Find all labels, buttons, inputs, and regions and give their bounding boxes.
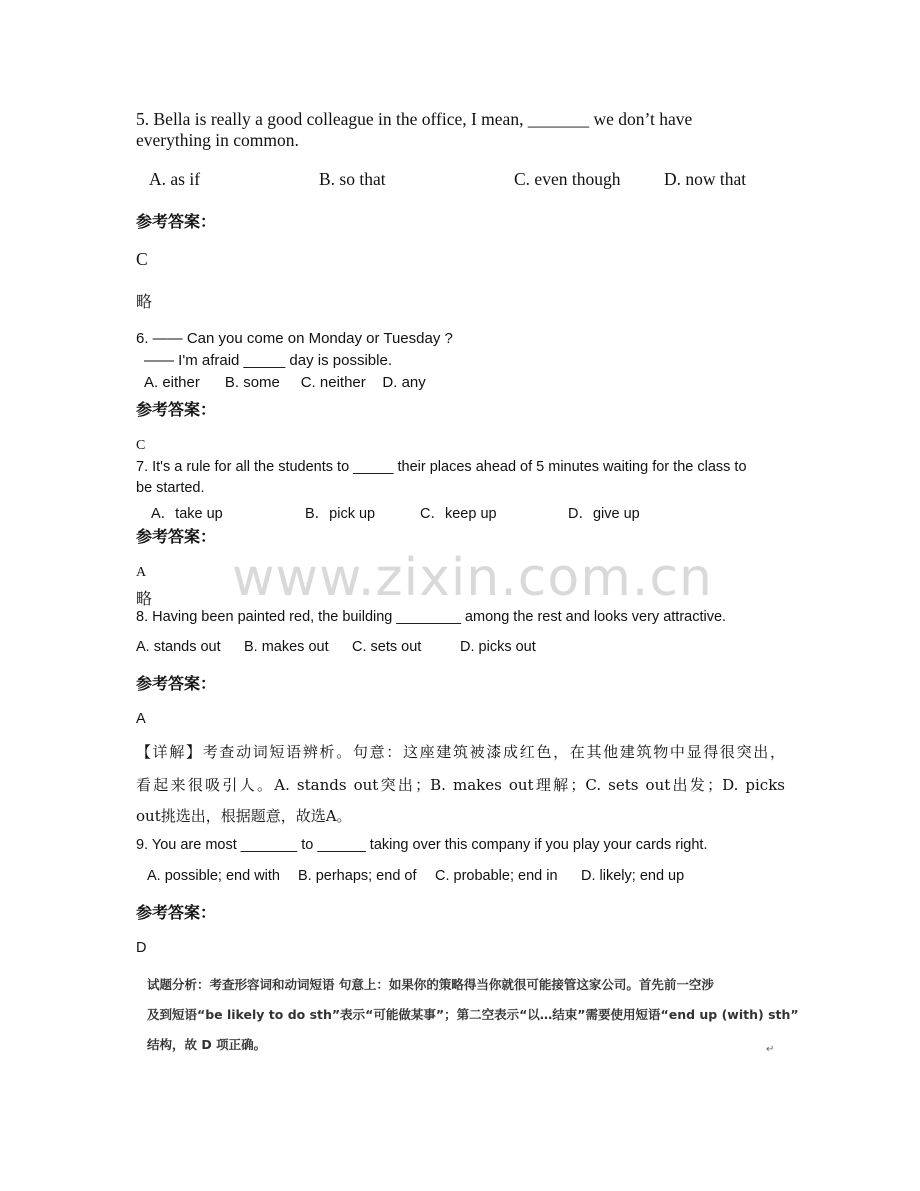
q7-option-a: A．take up bbox=[151, 506, 223, 522]
q8-option-d: D. picks out bbox=[460, 639, 536, 655]
q9-option-c: C. probable; end in bbox=[435, 868, 558, 884]
q8-explanation-line2: 看起来很吸引人。A. stands out突出；B. makes out理解；C. sets out出发；D. picks bbox=[136, 776, 785, 794]
q8-answer: A bbox=[136, 711, 146, 727]
q9-option-d: D. likely; end up bbox=[581, 868, 685, 884]
q5-option-c: C. even though bbox=[514, 169, 621, 189]
q8-answer-label: 参考答案： bbox=[136, 674, 217, 693]
q7-answer-label: 参考答案： bbox=[136, 527, 217, 546]
q9-analysis-line2: 及到短语“be likely to do sth”表示“可能做某事”；第二空表示“以…结束”需要使用短语“end up (with) sth” bbox=[147, 1007, 799, 1022]
q6-stem-line2: —— I'm afraid _____ day is possible. bbox=[144, 352, 392, 369]
q9-analysis-line1: 试题分析：考查形容词和动词短语 句意上：如果你的策略得当你就很可能接管这家公司。首先前一空涉 bbox=[147, 977, 714, 992]
q8-option-a: A. stands out bbox=[136, 639, 221, 655]
q8-stem: 8. Having been painted red, the building ________ among the rest and looks very attractive. bbox=[136, 609, 727, 625]
q7-stem-line2: be started. bbox=[136, 480, 205, 496]
q5-note: 略 bbox=[136, 292, 153, 311]
q9-answer: D bbox=[136, 940, 147, 956]
q5-option-d: D. now that bbox=[664, 169, 747, 189]
q6-answer-label: 参考答案： bbox=[136, 400, 217, 419]
q5-answer-label: 参考答案： bbox=[136, 212, 217, 231]
q6-answer: C bbox=[136, 438, 146, 453]
q7-option-b: B．pick up bbox=[305, 506, 376, 522]
q7-answer: A bbox=[136, 565, 147, 580]
q7-option-c: C．keep up bbox=[420, 506, 497, 522]
q5-answer: C bbox=[136, 249, 148, 269]
q9-stem: 9. You are most _______ to ______ taking over this company if you play your cards right. bbox=[136, 837, 708, 853]
q5-stem-line1: 5. Bella is really a good colleague in the office, I mean, _______ we don’t have bbox=[136, 109, 693, 129]
q7-option-d: D．give up bbox=[568, 506, 640, 522]
paragraph-mark-icon: ↵ bbox=[766, 1044, 775, 1055]
q7-stem-line1: 7. It's a rule for all the students to _____ their places ahead of 5 minutes waiting for the class to bbox=[136, 459, 747, 475]
q7-note: 略 bbox=[136, 589, 153, 608]
q8-option-b: B. makes out bbox=[244, 639, 329, 655]
q5-option-b: B. so that bbox=[319, 169, 386, 189]
q9-option-b: B. perhaps; end of bbox=[298, 868, 417, 884]
watermark: www.zixin.com.cn bbox=[232, 548, 713, 608]
q5-stem-line2: everything in common. bbox=[136, 130, 299, 150]
q9-option-a: A. possible; end with bbox=[147, 868, 280, 884]
q9-answer-label: 参考答案： bbox=[136, 903, 217, 922]
q8-explanation-line1: 【详解】考查动词短语辨析。句意：这座建筑被漆成红色，在其他建筑物中显得很突出， bbox=[136, 743, 785, 761]
q6-options: A. either B. some C. neither D. any bbox=[144, 374, 426, 391]
q6-stem-line1: 6. —— Can you come on Monday or Tuesday ? bbox=[136, 330, 453, 347]
q9-analysis-line3: 结构，故 D 项正确。 bbox=[147, 1037, 267, 1052]
q8-explanation-line3: out挑选出，根据题意，故选A。 bbox=[136, 807, 352, 825]
q8-option-c: C. sets out bbox=[352, 639, 422, 655]
q5-option-a: A. as if bbox=[149, 169, 201, 189]
